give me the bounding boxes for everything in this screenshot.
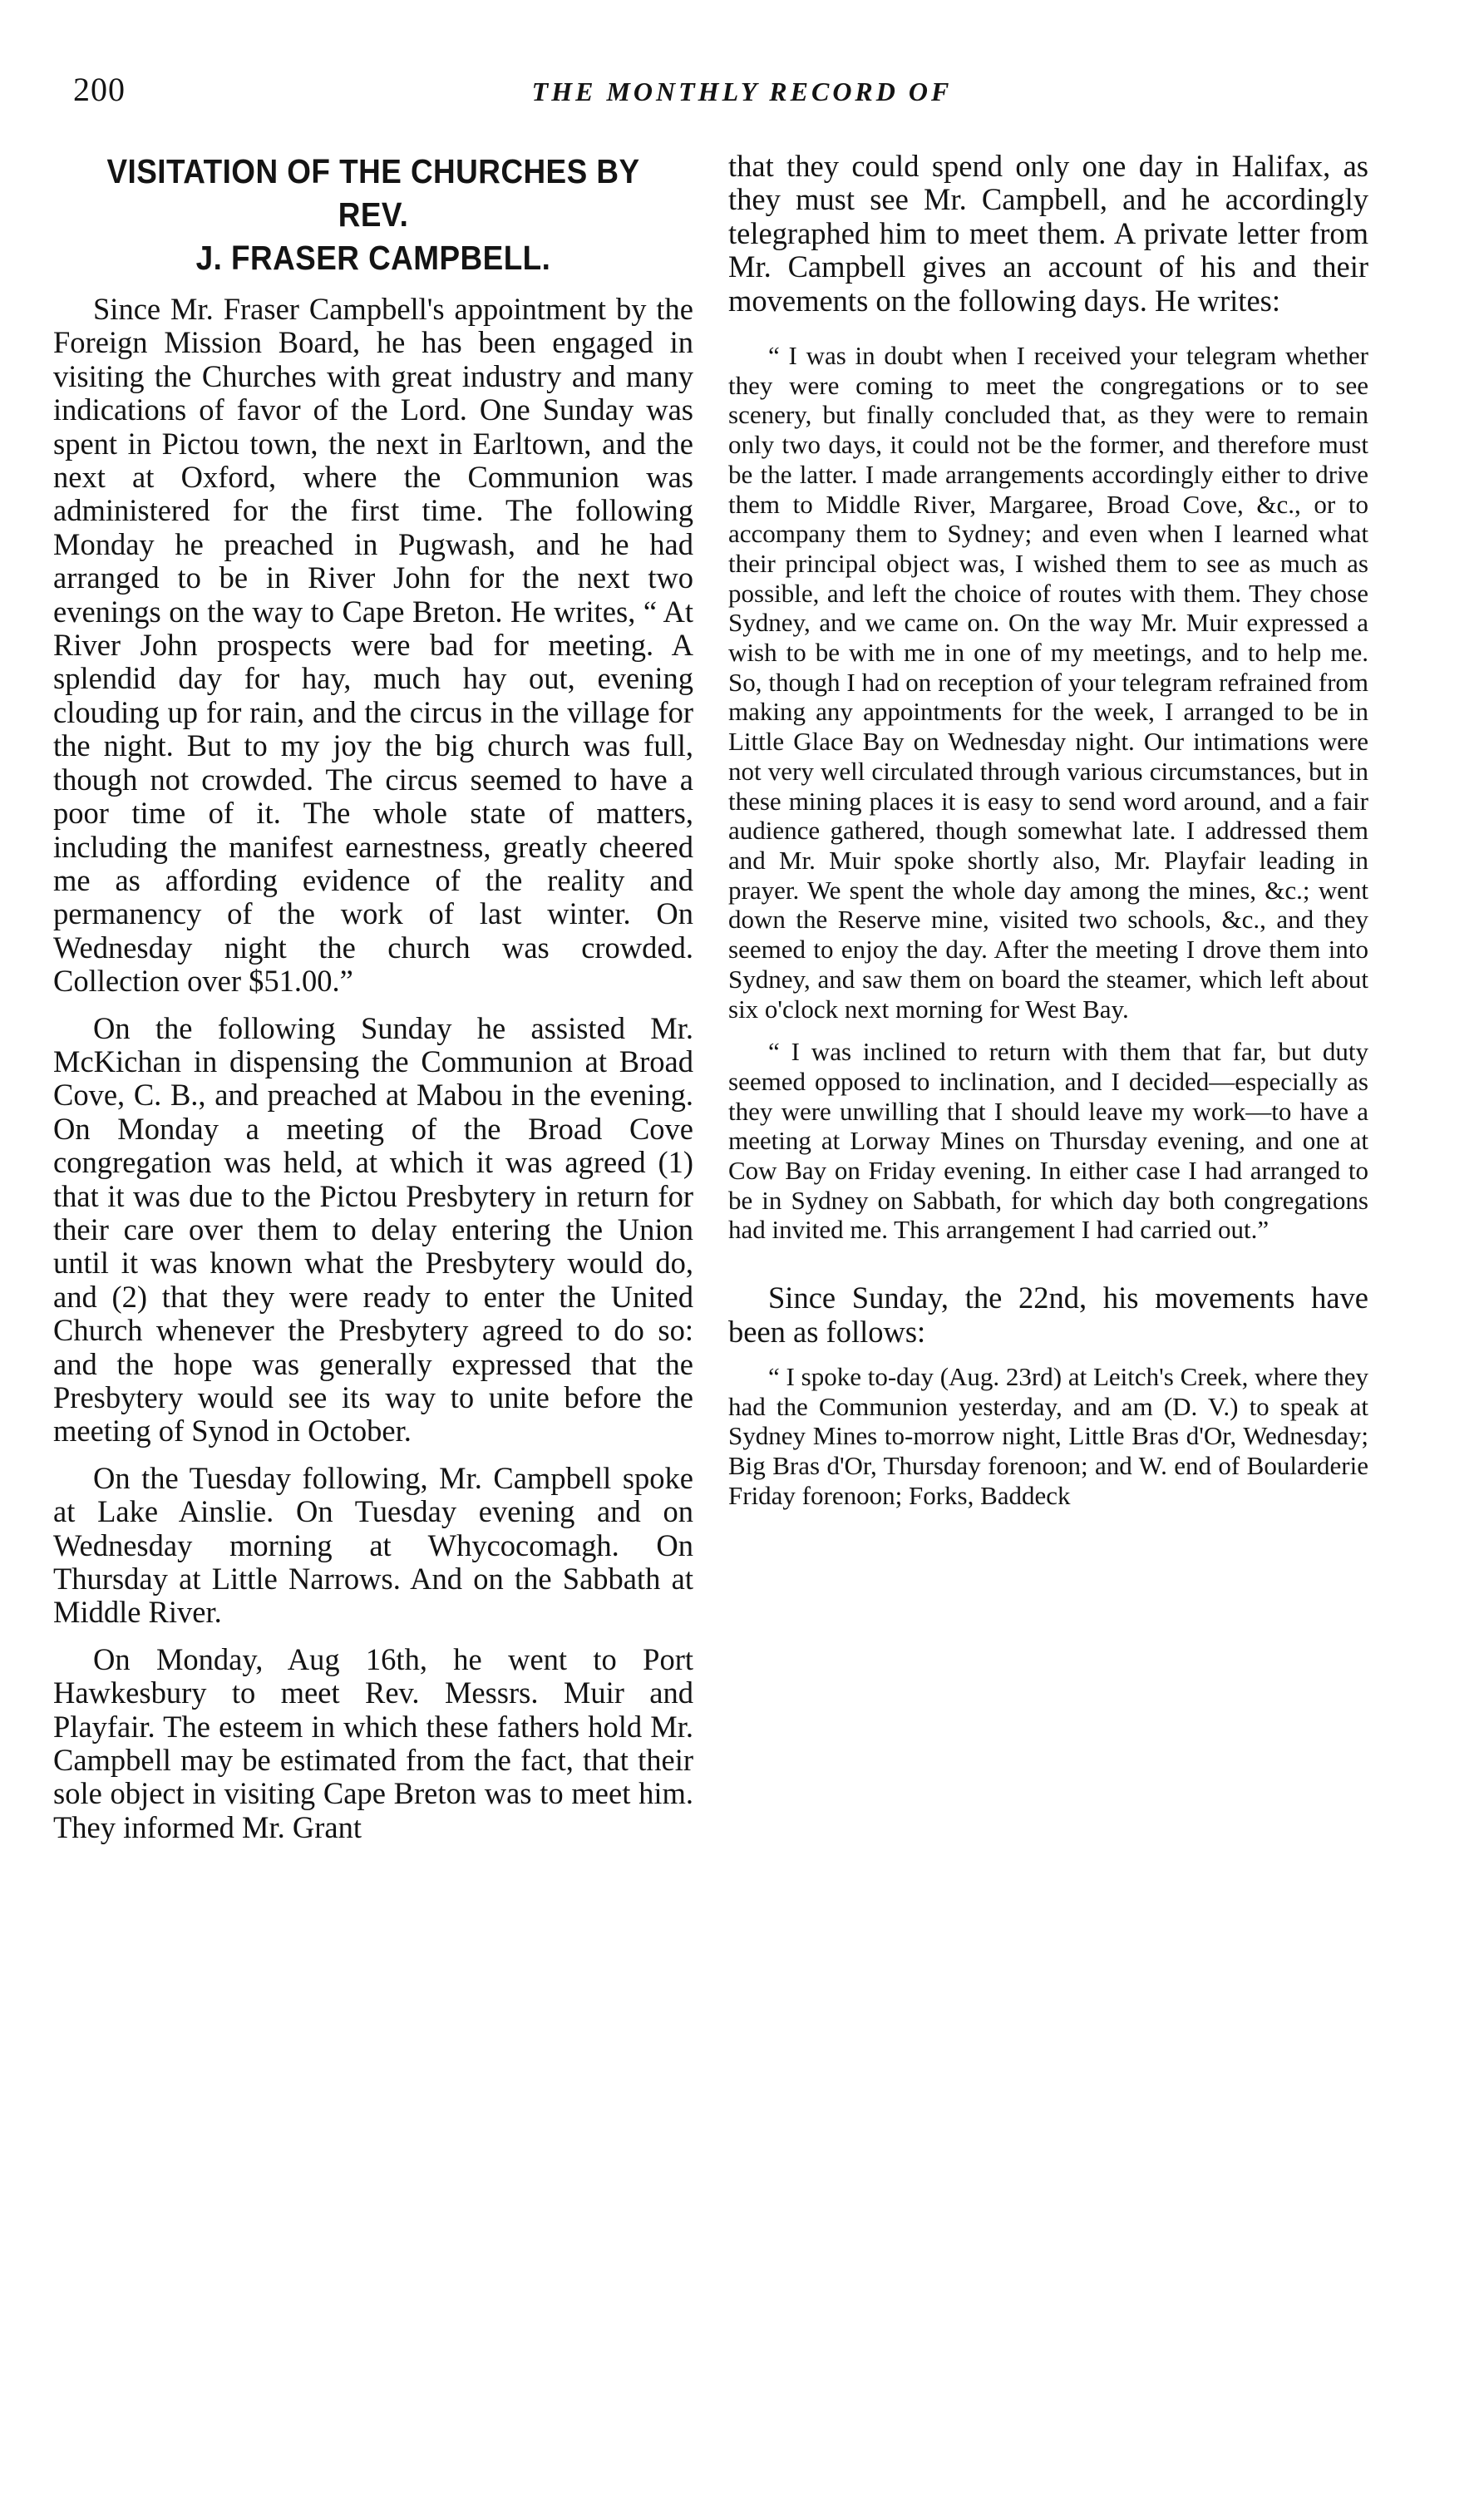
spacer	[728, 1258, 1368, 1281]
article-title	[86, 150, 662, 279]
spacer	[728, 331, 1368, 341]
paragraph-port-hawkesbury: On Monday, Aug 16th, he went to Port Hawkesbury to meet Rev. Messrs. Muir and Playfair. The esteem in which these fathers hold Mr. Campbell may be estimated from the fact, that their sole object in visiting Cape Breton was to meet him. They informed Mr. Grant	[53, 1641, 693, 1844]
paragraph-appointment: Since Mr. Fraser Campbell's appointment by the Foreign Mission Board, he has been engaged in visiting the Churches with great industry and many indications of favor of the Lord. One Sunday was spent in Pictou town, the next in Earltown, and the next at Oxford, where the Communion was administered for the first time. The following Monday he preached in Pugwash, and he had arranged to be in River John for the next two evenings on the way to Cape Breton. He writes, “ At River John prospects were bad for meeting. A splendid day for hay, much hay out, evening clouding up for rain, and the circus in the village for the night. But to my joy the big church was full, though not crowded. The circus seemed to have a poor time of it. The whole state of matters, including the manifest earnestness, greatly cheered me as affording evidence of the reality and permanency of the work of last winter. On Wednesday night the church was crowded. Collection over $51.00.”	[53, 292, 693, 999]
letter-excerpt-3: “ I spoke to-day (Aug. 23rd) at Leitch's Creek, where they had the Communion yesterday, and am (D. V.) to speak at Sydney Mines to-morrow night, Little Bras d'Or, Wednesday; Big Bras d'Or, Thursday forenoon; and W. end of Boularderie Friday forenoon; Forks, Baddeck	[728, 1361, 1368, 1510]
left-column	[53, 150, 693, 2470]
right-column	[728, 150, 1368, 2470]
page-number: 200	[73, 71, 126, 108]
running-head: THE MONTHLY RECORD OF	[531, 76, 953, 106]
letter-excerpt-1: “ I was in doubt when I received your telegram whether they were coming to meet the congregations or to see scenery, but finally concluded that, as they were to remain only two days, it could not be the former, and therefore must be the latter. I made arrangements accordingly either to drive them to Middle River, Margaree, Broad Cove, &c., or to accompany them to Sydney; and even when I learned what their principal object was, I wished them to see as much as possible, and left the choice of routes with them. They chose Sydney, and we came on. On the way Mr. Muir expressed a wish to be with me in one of my meetings, and to help me. So, though I had on reception of your telegram refrained from making any appointments for the week, I arranged to be in Little Glace Bay on Wednesday night. Our intimations were not very well circulated through various circumstances, but in these mining places it is easy to send word around, and a fair audience gathered, though somewhat late. I addressed them and Mr. Muir spoke shortly also, Mr. Playfair leading in prayer. We spent the whole day among the mines, &c.; went down the Reserve mine, visited two schools, &c., and they seemed to enjoy the day. After the meeting I drove them into Sydney, and saw them on board the steamer, which left about six o'clock next morning for West Bay.	[728, 341, 1368, 1024]
letter-excerpt-2: “ I was inclined to return with them that far, but duty seemed opposed to inclination, and I decided—especially as they were unwilling that I should leave my work—to have a meeting at Lorway Mines on Thursday evening, and one at Cow Bay on Friday evening. In either case I had arranged to be in Sydney on Sabbath, for which day both congregations had invited me. This arrangement I had carried out.”	[728, 1037, 1368, 1245]
paragraph-halifax: that they could spend only one day in Halifax, as they must see Mr. Campbell, and he accordingly telegraphed him to meet them. A private letter from Mr. Campbell gives an account of his and their movements on the following days. He writes:	[728, 150, 1368, 318]
article-title-line-1: VISITATION OF THE CHURCHES BY REV.	[106, 152, 640, 234]
article-title-line-2: J. FRASER CAMPBELL.	[195, 239, 551, 277]
paragraph-broad-cove: On the following Sunday he assisted Mr. McKichan in dispensing the Communion at Broad Cove, C. B., and preached at Mabou in the evening. On Monday a meeting of the Broad Cove congregation was held, at which it was agreed (1) that it was due to the Pictou Presbytery in return for their care over them to delay entering the Union until it was known what the Presbytery would do, and (2) that they were ready to enter the United Church whenever the Presbytery agreed to do so: and the hope was generally expressed that the Presbytery would see its way to unite before the meeting of Synod in October.	[53, 1010, 693, 1448]
paragraph-tuesday: On the Tuesday following, Mr. Campbell spoke at Lake Ainslie. On Tuesday evening and on Wednesday morning at Whycocomagh. On Thursday at Little Narrows. And on the Sabbath at Middle River.	[53, 1460, 693, 1630]
paragraph-movements: Since Sunday, the 22nd, his movements have been as follows:	[728, 1281, 1368, 1349]
